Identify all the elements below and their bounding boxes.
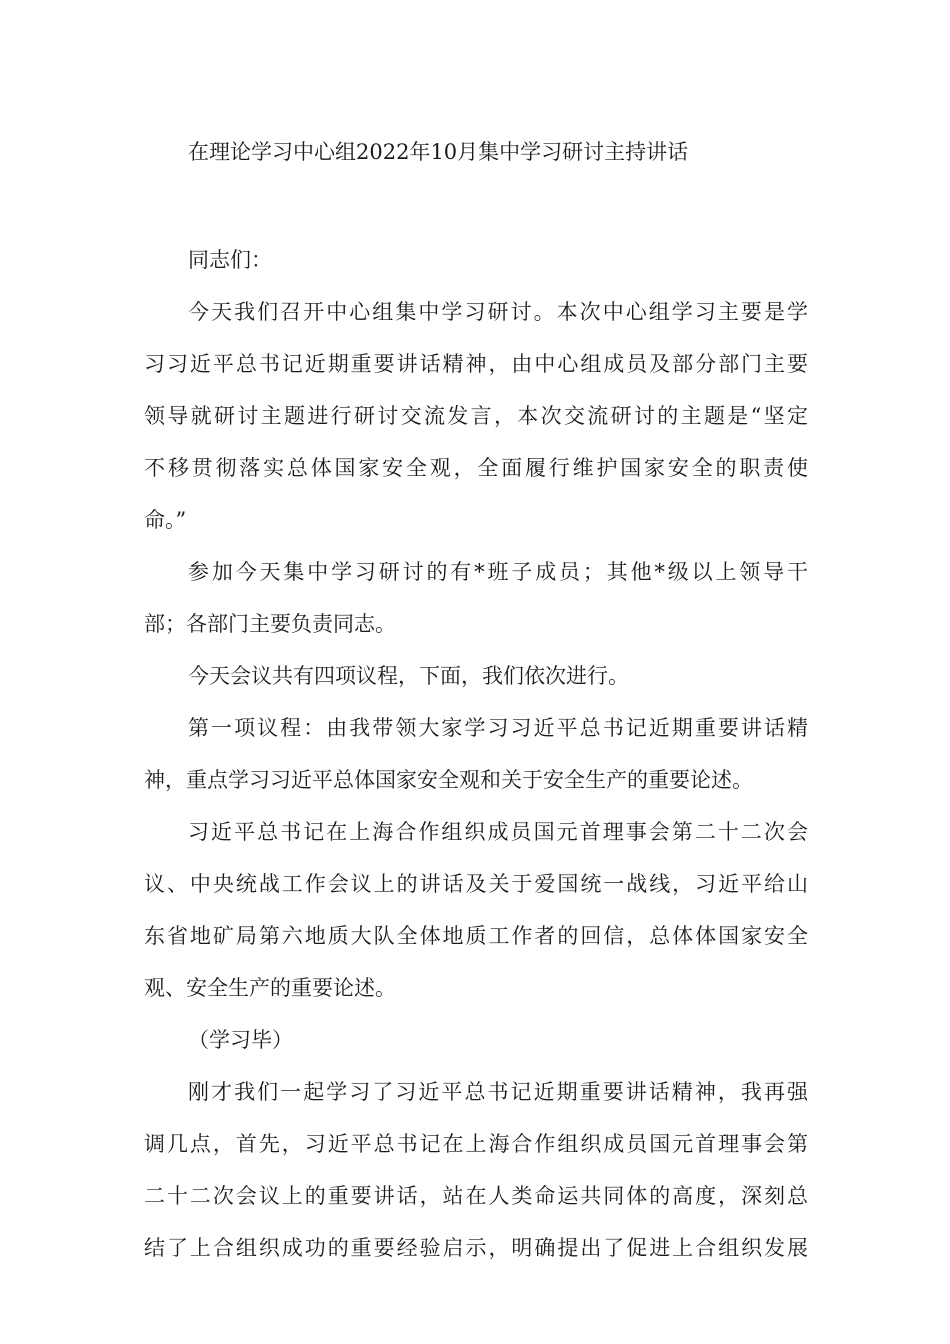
paragraph-line: 命。” [144, 508, 187, 532]
paragraph-line: 二十二次会议上的重要讲话，站在人类命运共同体的高度，深刻总 [144, 1184, 808, 1208]
paragraph-line: 参加今天集中学习研讨的有*班子成员；其他*级以上领导干 [188, 560, 808, 584]
paragraph-line: 议、中央统战工作会议上的讲话及关于爱国统一战线，习近平给山 [144, 872, 808, 896]
paragraph-line: 第一项议程：由我带领大家学习习近平总书记近期重要讲话精 [188, 716, 808, 740]
salutation-line: 同志们： [188, 248, 272, 272]
document-title: 在理论学习中心组2022年10月集中学习研讨主持讲话 [188, 140, 689, 164]
document-body [144, 234, 808, 1274]
paragraph-line: 结了上合组织成功的重要经验启示，明确提出了促进上合组织发展 [144, 1236, 808, 1260]
paragraph-line: 刚才我们一起学习了习近平总书记近期重要讲话精神，我再强 [188, 1080, 808, 1104]
paragraph-line: 神，重点学习习近平总体国家安全观和关于安全生产的重要论述。 [144, 768, 753, 792]
paragraph-line: 习近平总书记在上海合作组织成员国元首理事会第二十二次会 [188, 820, 808, 844]
paragraph-line: 东省地矿局第六地质大队全体地质工作者的回信，总体体国家安全 [144, 924, 808, 948]
paragraph-line: 今天会议共有四项议程，下面，我们依次进行。 [188, 664, 629, 688]
paragraph-line: 习习近平总书记近期重要讲话精神，由中心组成员及部分部门主要 [144, 352, 808, 376]
paragraph-line: （学习毕） [188, 1028, 293, 1052]
paragraph-line: 今天我们召开中心组集中学习研讨。本次中心组学习主要是学 [188, 300, 808, 324]
paragraph-line: 部；各部门主要负责同志。 [144, 612, 396, 636]
paragraph-line: 不移贯彻落实总体国家安全观，全面履行维护国家安全的职责使 [144, 456, 808, 480]
paragraph-line: 观、安全生产的重要论述。 [144, 976, 396, 1000]
paragraph-line: 调几点，首先，习近平总书记在上海合作组织成员国元首理事会第 [144, 1132, 808, 1156]
paragraph-line: 领导就研讨主题进行研讨交流发言，本次交流研讨的主题是“坚定 [144, 404, 808, 428]
